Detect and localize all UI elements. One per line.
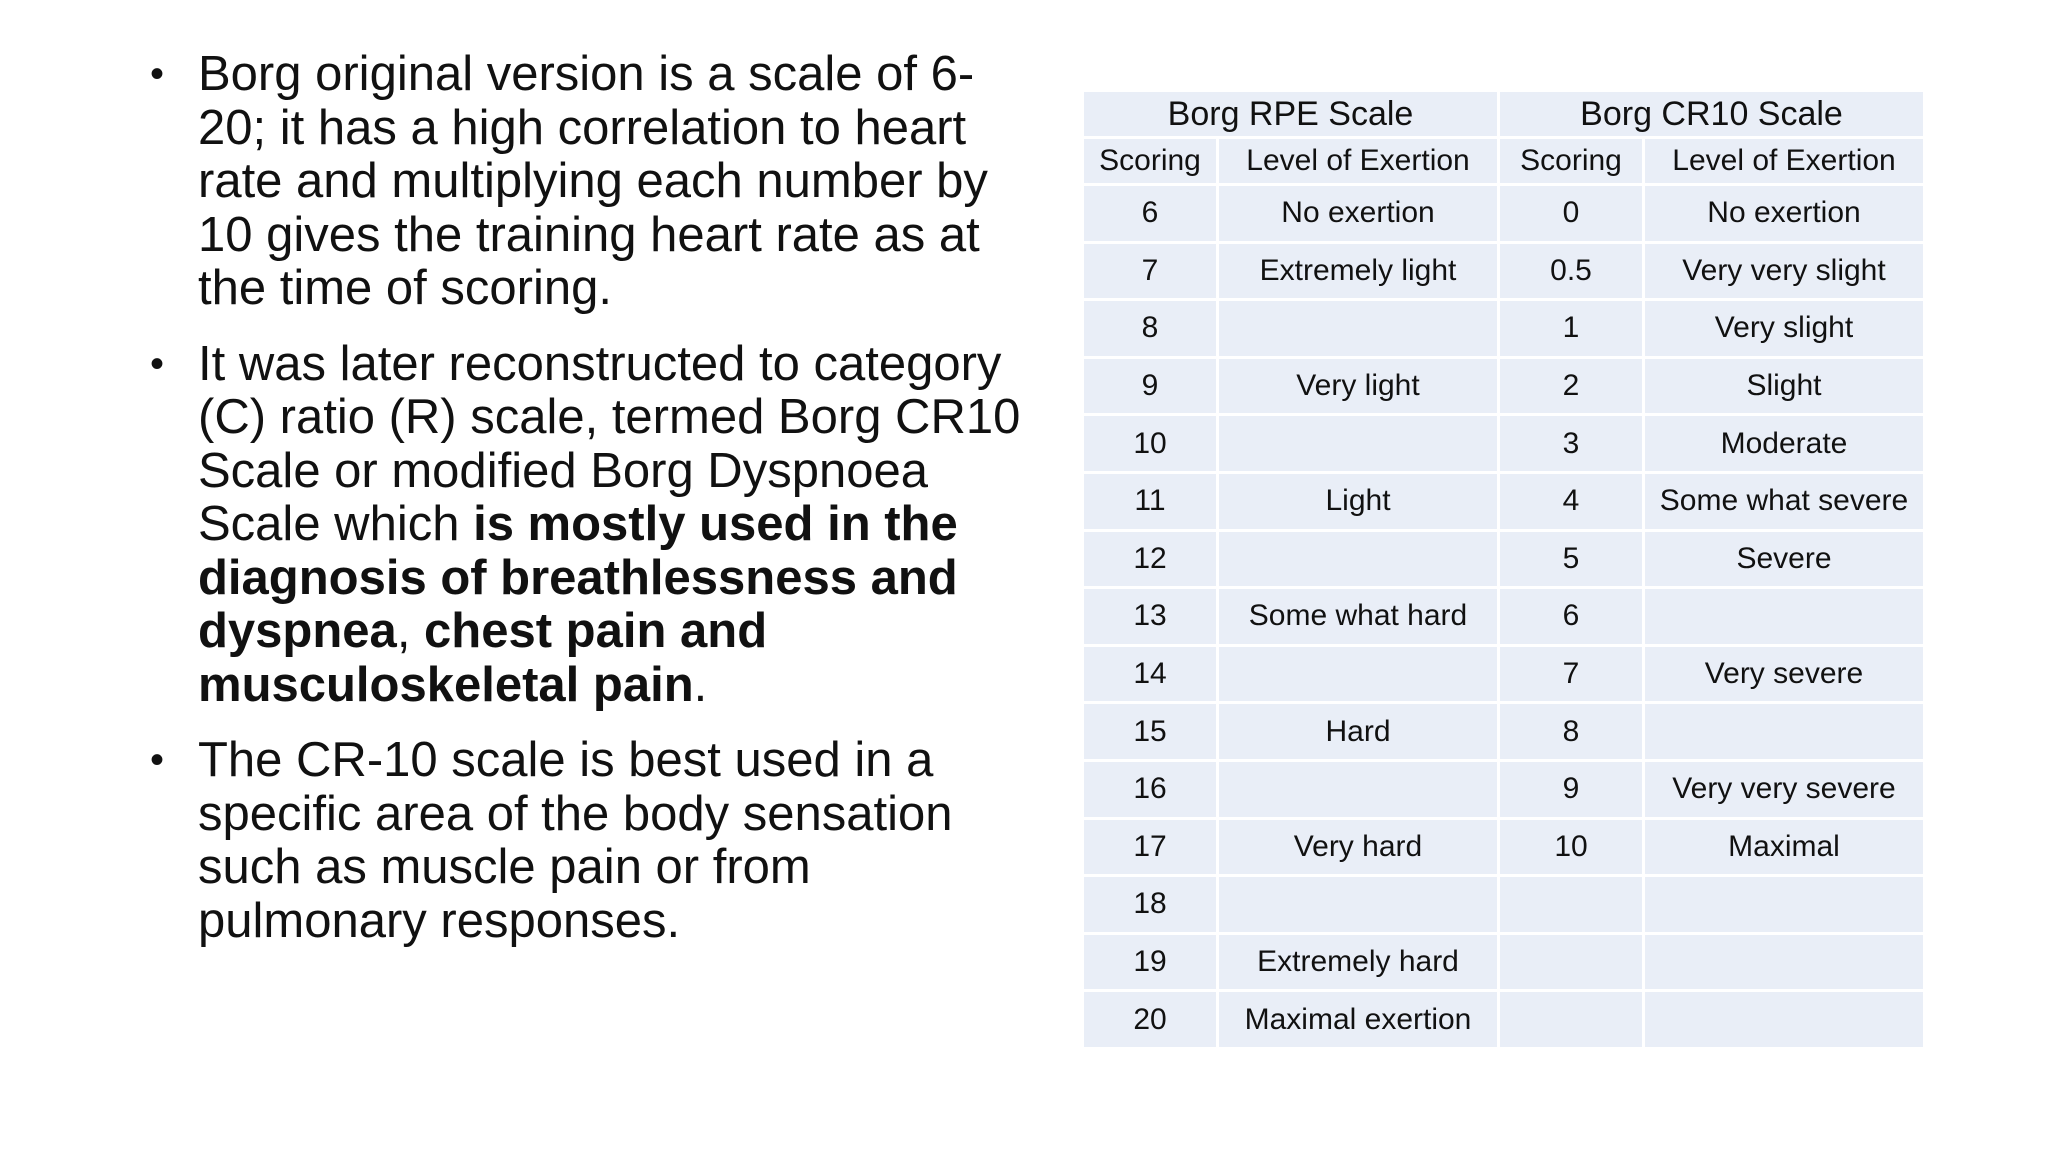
cr10-level-cell: Very slight — [1644, 300, 1925, 358]
cr10-level-cell — [1644, 703, 1925, 761]
rpe-score-cell: 15 — [1084, 703, 1218, 761]
cr10-score-cell: 1 — [1499, 300, 1644, 358]
table-row — [1084, 530, 1925, 588]
rpe-level-cell: Extremely hard — [1218, 933, 1499, 991]
cr10-level-cell: Very severe — [1644, 645, 1925, 703]
borg-scale-table — [1084, 92, 1926, 1050]
bullet-bold-text: is mostly used in the diagnosis of breathlessness and dyspnea — [198, 497, 958, 658]
rpe-score-cell: 18 — [1084, 876, 1218, 934]
table-row — [1084, 300, 1925, 358]
cr10-level-cell: Some what severe — [1644, 472, 1925, 530]
rpe-score-cell: 13 — [1084, 588, 1218, 646]
rpe-score-cell: 8 — [1084, 300, 1218, 358]
rpe-score-cell: 17 — [1084, 818, 1218, 876]
rpe-scale-title: Borg RPE Scale — [1084, 92, 1499, 138]
table-row — [1084, 991, 1925, 1049]
rpe-level-cell: Maximal exertion — [1218, 991, 1499, 1049]
cr10-level-cell: Very very severe — [1644, 760, 1925, 818]
table-row — [1084, 933, 1925, 991]
bullet-bold-text: chest pain and musculoskeletal pain — [198, 604, 768, 712]
cr10-score-cell: 9 — [1499, 760, 1644, 818]
rpe-score-cell: 7 — [1084, 242, 1218, 300]
cr10-score-cell — [1499, 876, 1644, 934]
rpe-level-cell: Light — [1218, 472, 1499, 530]
rpe-level-cell — [1218, 530, 1499, 588]
table-row — [1084, 357, 1925, 415]
cr10-scale-title: Borg CR10 Scale — [1499, 92, 1925, 138]
table-row — [1084, 242, 1925, 300]
table-row — [1084, 760, 1925, 818]
cr10-level-cell: No exertion — [1644, 185, 1925, 243]
cr10-score-cell: 7 — [1499, 645, 1644, 703]
cr10-score-cell: 10 — [1499, 818, 1644, 876]
cr10-level-cell: Severe — [1644, 530, 1925, 588]
cr10-score-cell: 0 — [1499, 185, 1644, 243]
rpe-level-cell — [1218, 876, 1499, 934]
table-row — [1084, 472, 1925, 530]
cr10-level-cell — [1644, 876, 1925, 934]
bullet-point-icon: • — [150, 52, 165, 96]
bullet-text: The CR-10 scale is best used in a specific area of the body sensation such as muscle pain or from pulmonary responses. — [198, 733, 953, 948]
table-title-row — [1084, 92, 1925, 138]
cr10-score-cell: 4 — [1499, 472, 1644, 530]
rpe-level-cell — [1218, 415, 1499, 473]
bullet-text: , — [396, 604, 425, 658]
cr10-level-cell — [1644, 991, 1925, 1049]
table-row — [1084, 818, 1925, 876]
rpe-score-cell: 19 — [1084, 933, 1218, 991]
cr10-score-cell — [1499, 991, 1644, 1049]
bullet-item — [150, 48, 1030, 316]
bullet-text: It was later reconstructed to category (C) ratio (R) scale, termed Borg CR10 Scale or modified Borg Dyspnoea Scale which — [198, 336, 1021, 551]
table-row — [1084, 645, 1925, 703]
rpe-score-cell: 16 — [1084, 760, 1218, 818]
bullet-point-icon: • — [150, 341, 165, 386]
cr10-score-cell: 3 — [1499, 415, 1644, 473]
rpe-score-cell: 6 — [1084, 185, 1218, 243]
cr10-level-header: Level of Exertion — [1644, 138, 1925, 185]
column-header-row — [1084, 138, 1925, 185]
cr10-score-cell: 8 — [1499, 703, 1644, 761]
rpe-level-cell — [1218, 645, 1499, 703]
cr10-score-cell: 6 — [1499, 588, 1644, 646]
cr10-level-cell: Slight — [1644, 357, 1925, 415]
rpe-level-cell: Very light — [1218, 357, 1499, 415]
rpe-score-cell: 10 — [1084, 415, 1218, 473]
rpe-score-cell: 12 — [1084, 530, 1218, 588]
table-row — [1084, 876, 1925, 934]
table-row — [1084, 703, 1925, 761]
cr10-score-cell: 2 — [1499, 357, 1644, 415]
table-row — [1084, 415, 1925, 473]
bullet-point-icon: • — [150, 738, 165, 782]
bullet-list — [150, 48, 1030, 970]
rpe-score-cell: 14 — [1084, 645, 1218, 703]
rpe-level-cell: Very hard — [1218, 818, 1499, 876]
rpe-level-cell: Hard — [1218, 703, 1499, 761]
cr10-level-cell: Very very slight — [1644, 242, 1925, 300]
rpe-level-header: Level of Exertion — [1218, 138, 1499, 185]
cr10-level-cell — [1644, 933, 1925, 991]
bullet-text: . — [693, 657, 708, 712]
rpe-level-cell — [1218, 300, 1499, 358]
cr10-score-cell — [1499, 933, 1644, 991]
table-row — [1084, 588, 1925, 646]
cr10-level-cell — [1644, 588, 1925, 646]
rpe-scoring-header: Scoring — [1084, 138, 1218, 185]
cr10-scoring-header: Scoring — [1499, 138, 1644, 185]
table-row — [1084, 185, 1925, 243]
rpe-level-cell: No exertion — [1218, 185, 1499, 243]
cr10-score-cell: 5 — [1499, 530, 1644, 588]
rpe-score-cell: 11 — [1084, 472, 1218, 530]
bullet-item — [150, 734, 1030, 948]
rpe-level-cell: Some what hard — [1218, 588, 1499, 646]
rpe-level-cell — [1218, 760, 1499, 818]
cr10-level-cell: Maximal — [1644, 818, 1925, 876]
bullet-text: Borg original version is a scale of 6-20; it has a high correlation to heart rate and multiplying each number by 10 gives the training heart rate as at the time of scoring. — [198, 47, 988, 315]
rpe-score-cell: 20 — [1084, 991, 1218, 1049]
table-body — [1084, 185, 1925, 1049]
cr10-level-cell: Moderate — [1644, 415, 1925, 473]
bullet-item — [150, 338, 1030, 713]
rpe-level-cell: Extremely light — [1218, 242, 1499, 300]
rpe-score-cell: 9 — [1084, 357, 1218, 415]
cr10-score-cell: 0.5 — [1499, 242, 1644, 300]
